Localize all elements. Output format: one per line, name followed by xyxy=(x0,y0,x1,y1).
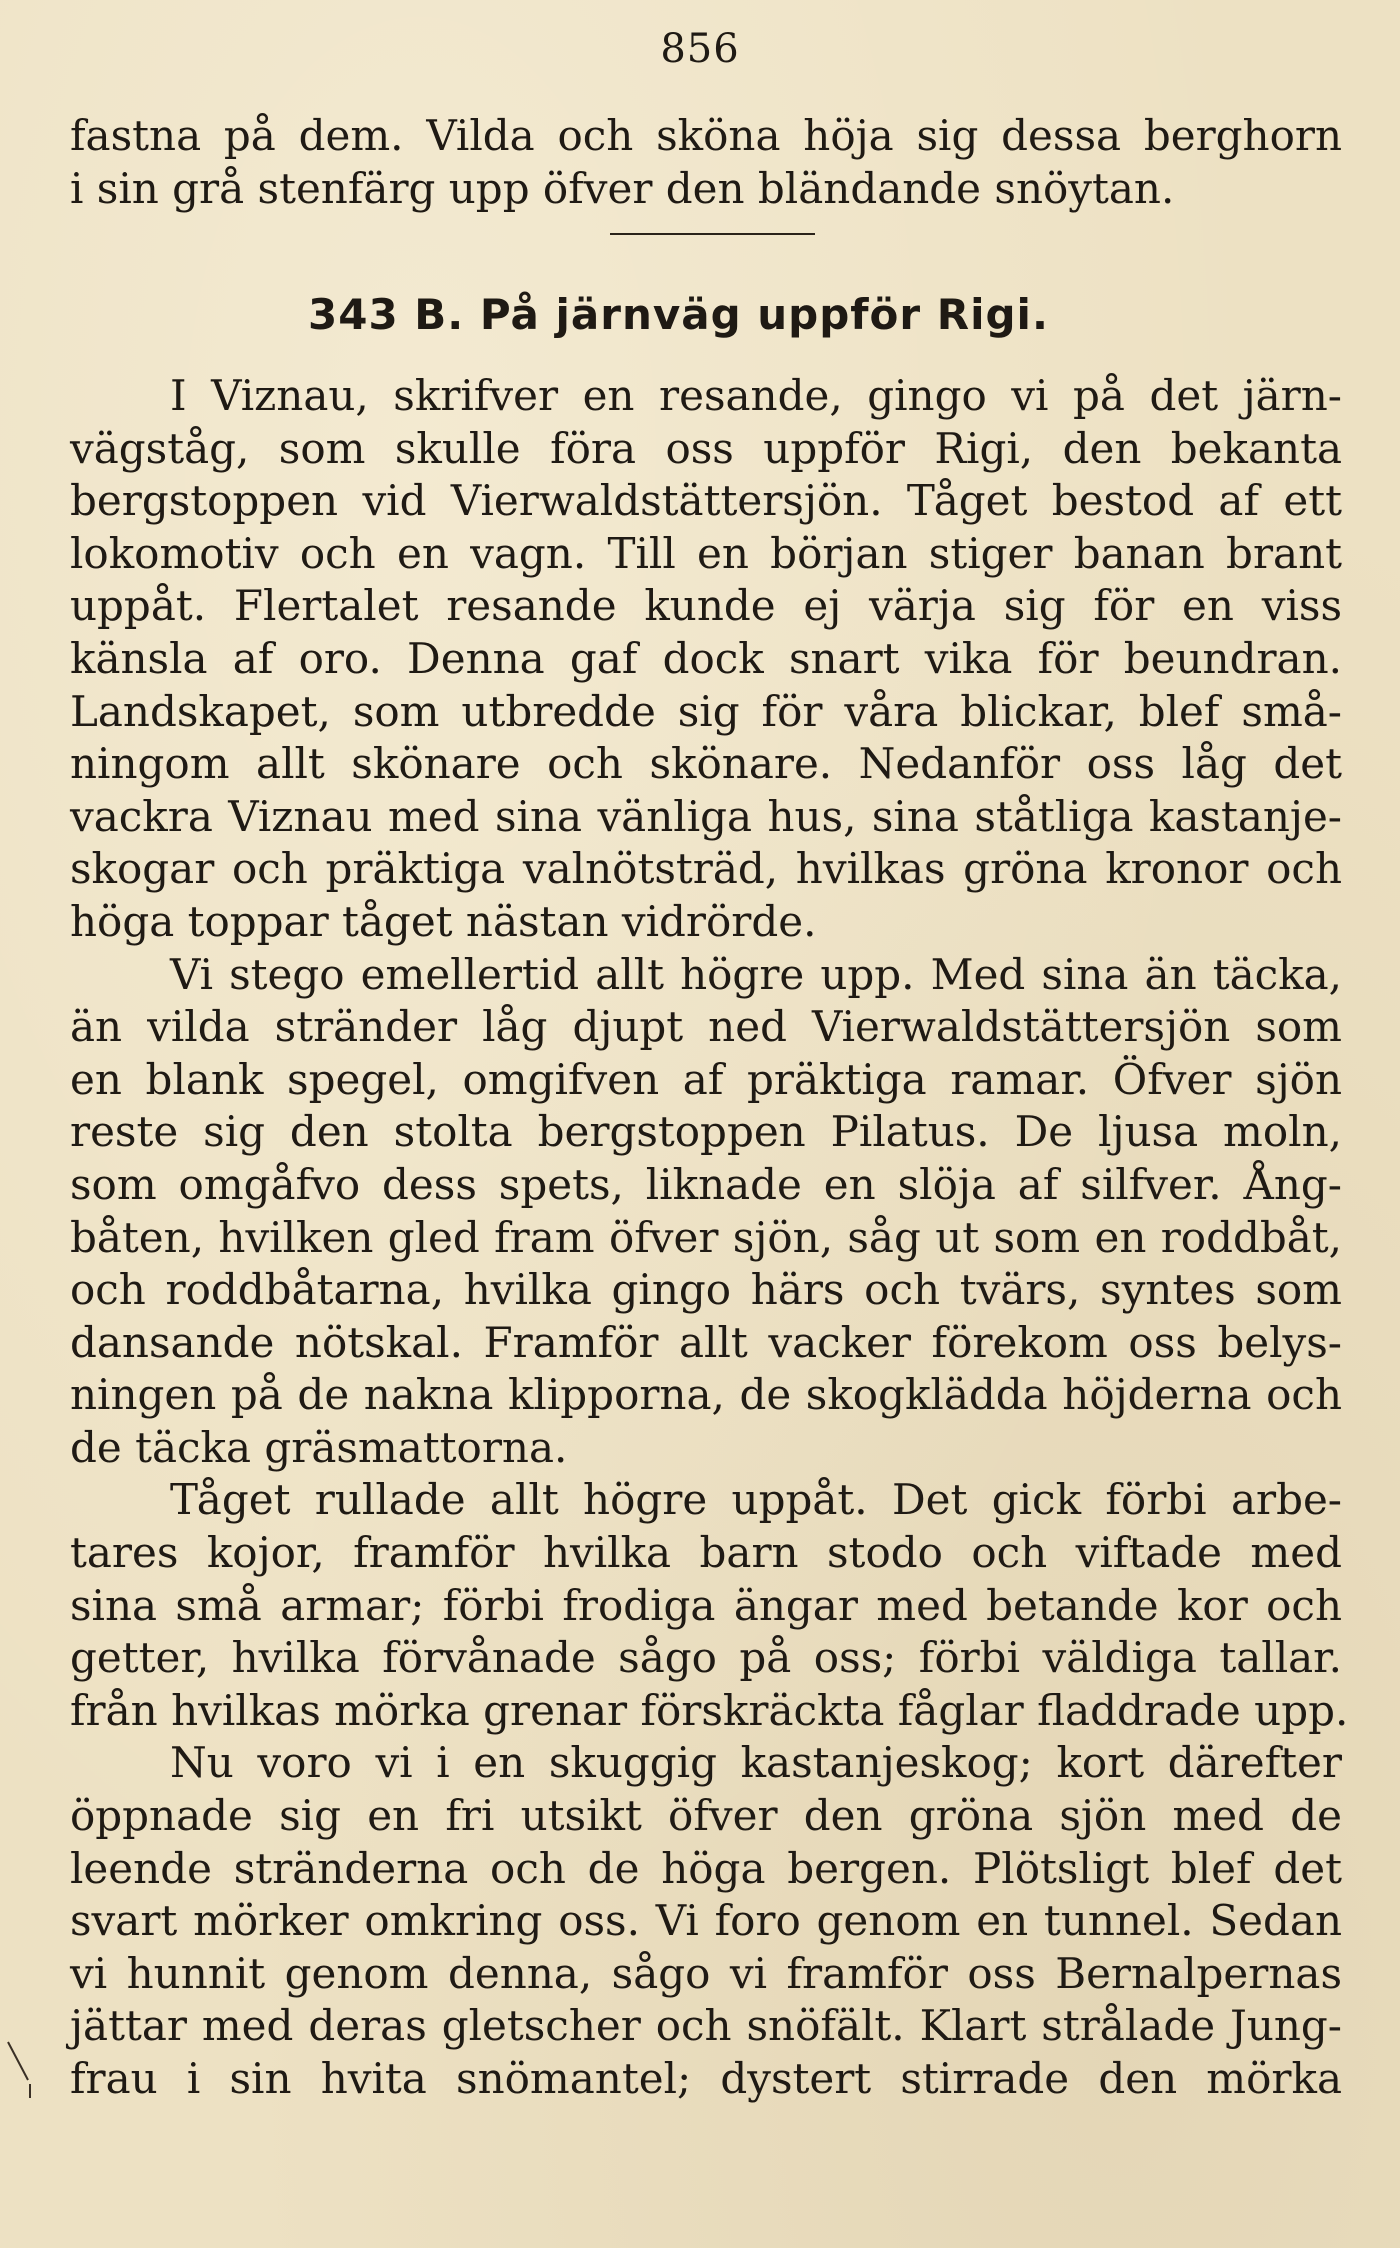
text-line: lokomotiv och en vagn. Till en början stiger banan brant xyxy=(70,528,1342,578)
text-line: ningen på de nakna klipporna, de skogklädda höjderna och xyxy=(70,1370,1342,1420)
section-divider xyxy=(610,233,815,235)
text-line: vackra Viznau med sina vänliga hus, sina ståtliga kastanje- xyxy=(70,791,1342,841)
text-line: känsla af oro. Denna gaf dock snart vika för beundran. xyxy=(70,633,1342,683)
text-line: jättar med deras gletscher och snöfält. Klart strålade Jung- xyxy=(70,2001,1342,2051)
text-line: vi hunnit genom denna, sågo vi framför oss Bernalpernas xyxy=(70,1948,1342,1998)
text-line: sina små armar; förbi frodiga ängar med betande kor och xyxy=(70,1580,1342,1630)
text-line: båten, hvilken gled fram öfver sjön, såg ut som en roddbåt, xyxy=(70,1212,1342,1262)
text-line: getter, hvilka förvånade sågo på oss; förbi väldiga tallar. xyxy=(70,1633,1342,1683)
text-line: skogar och präktiga valnötsträd, hvilkas gröna kronor och xyxy=(70,844,1342,894)
text-line: en blank spegel, omgifven af präktiga ramar. Öfver sjön xyxy=(70,1054,1342,1104)
text-line: dansande nötskal. Framför allt vacker förekom oss belys- xyxy=(70,1317,1342,1367)
page-number: 856 xyxy=(660,26,740,72)
text-line: Tåget rullade allt högre uppåt. Det gick förbi arbe- xyxy=(170,1475,1342,1525)
text-line: bergstoppen vid Vierwaldstättersjön. Tåget bestod af ett xyxy=(70,476,1342,526)
text-line: reste sig den stolta bergstoppen Pilatus. De ljusa moln, xyxy=(70,1107,1342,1157)
text-line: leende stränderna och de höga bergen. Plötsligt blef det xyxy=(70,1843,1342,1893)
text-line: ningom allt skönare och skönare. Nedanför oss låg det xyxy=(70,739,1342,789)
text-line: svart mörker omkring oss. Vi foro genom en tunnel. Sedan xyxy=(70,1896,1342,1946)
text-line: än vilda stränder låg djupt ned Vierwaldstättersjön som xyxy=(70,1002,1342,1052)
text-line: i sin grå stenfärg upp öfver den bländande snöytan. xyxy=(70,163,1175,213)
text-line: vägståg, som skulle föra oss uppför Rigi, den bekanta xyxy=(70,423,1342,473)
intro-paragraph xyxy=(70,110,1342,215)
text-line: från hvilkas mörka grenar förskräckta fåglar fladdrade upp. xyxy=(70,1685,1349,1735)
text-line: som omgåfvo dess spets, liknade en slöja af silfver. Ång- xyxy=(70,1159,1342,1209)
text-line: höga toppar tåget nästan vidrörde. xyxy=(70,896,817,946)
text-line: I Viznau, skrifver en resande, gingo vi på det järn- xyxy=(170,371,1342,420)
margin-mark xyxy=(6,2040,32,2100)
text-line: uppåt. Flertalet resande kunde ej värja sig för en viss xyxy=(70,581,1342,631)
text-line: tares kojor, framför hvilka barn stodo och viftade med xyxy=(70,1528,1342,1578)
text-line: Nu voro vi i en skuggig kastanjeskog; kort därefter xyxy=(170,1738,1342,1788)
text-line: Landskapet, som utbredde sig för våra blickar, blef små- xyxy=(70,686,1342,736)
text-line: fastna på dem. Vilda och sköna höja sig dessa berghorn xyxy=(70,111,1342,160)
text-line: frau i sin hvita snömantel; dystert stirrade den mörka xyxy=(70,2054,1342,2103)
text-line: öppnade sig en fri utsikt öfver den gröna sjön med de xyxy=(70,1791,1342,1841)
section-body xyxy=(70,370,1349,2106)
text-line: Vi stego emellertid allt högre upp. Med sina än täcka, xyxy=(170,949,1342,999)
section-heading: 343 B. På järnväg uppför Rigi. xyxy=(308,290,1049,339)
text-line: de täcka gräsmattorna. xyxy=(70,1422,568,1472)
text-line: och roddbåtarna, hvilka gingo härs och tvärs, syntes som xyxy=(70,1265,1342,1315)
